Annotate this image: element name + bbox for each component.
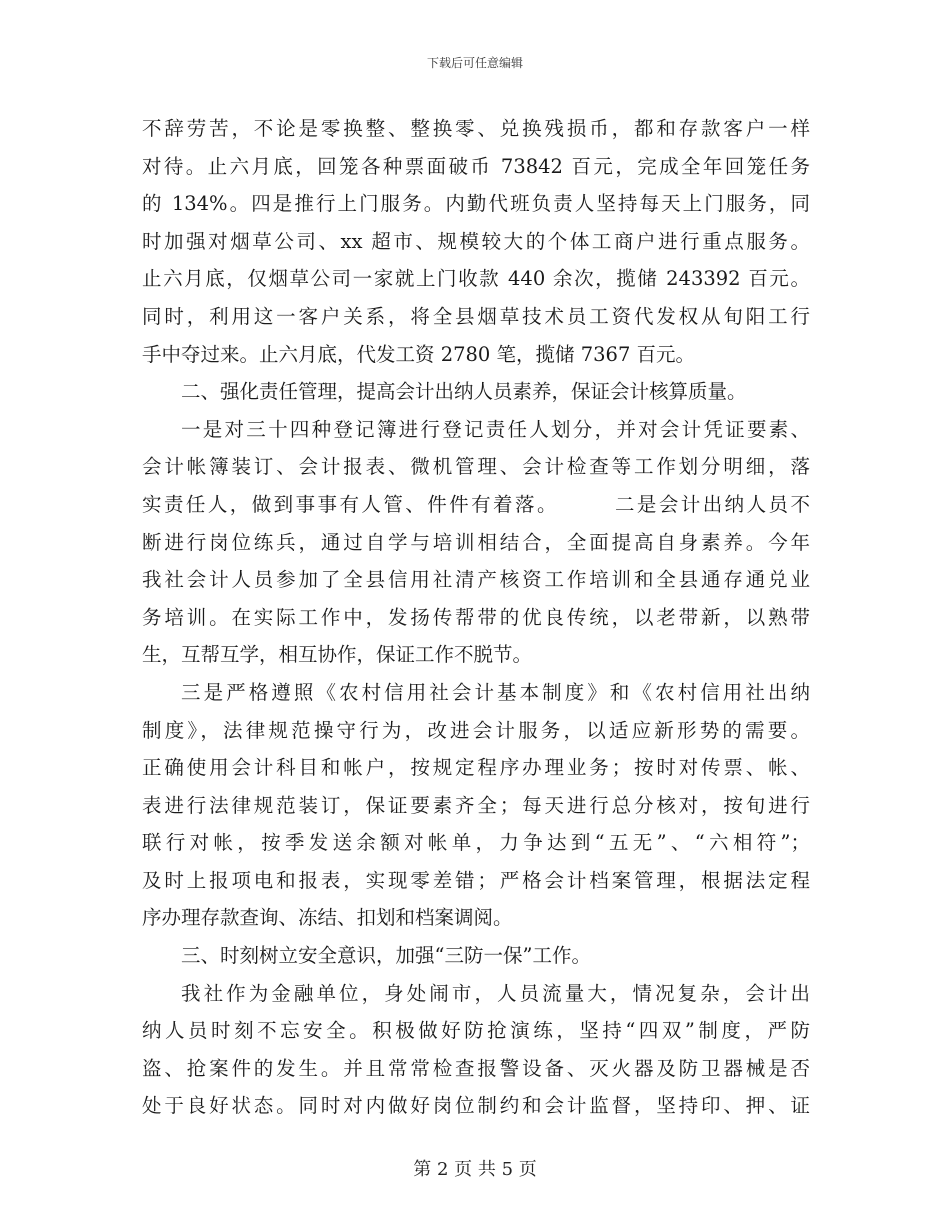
text-line: 制度》，法律规范操守行为，改进会计服务，以适应新形势的需要。	[142, 718, 810, 742]
text-line: 对待。止六月底，回笼各种票面破币 73842 百元，完成全年回笼任务	[142, 154, 810, 178]
text-line: 盗、抢案件的发生。并且常常检查报警设备、灭火器及防卫器械是否	[142, 1056, 810, 1080]
text-line: 止六月底，仅烟草公司一家就上门收款 440 余次，揽储 243392 百元。	[142, 267, 810, 291]
text-line: 纳人员时刻不忘安全。积极做好防抢演练，坚持“四双”制度，严防	[142, 1019, 810, 1043]
text-line: 务培训。在实际工作中，发扬传帮带的优良传统，以老带新，以熟带	[142, 605, 810, 629]
text-line: 序办理存款查询、冻结、扣划和档案调阅。	[142, 906, 513, 930]
text-line: 三、时刻树立安全意识，加强“三防一保”工作。	[181, 944, 591, 968]
text-line: 同时，利用这一客户关系，将全县烟草技术员工资代发权从旬阳工行	[142, 304, 810, 328]
page-header-note: 下载后可任意编辑	[426, 56, 523, 70]
text-line: 二、强化责任管理，提高会计出纳人员素养，保证会计核算质量。	[181, 380, 747, 404]
text-line: 会计帐簿装订、会计报表、微机管理、会计检查等工作划分明细，落	[142, 455, 810, 479]
text-line: 正确使用会计科目和帐户，按规定程序办理业务；按时对传票、帐、	[142, 756, 810, 780]
text-line: 实责任人，做到事事有人管、件件有着落。 二是会计出纳人员不	[142, 492, 810, 516]
text-line: 手中夺过来。止六月底，代发工资 2780 笔，揽储 7367 百元。	[142, 342, 696, 366]
text-line: 断进行岗位练兵，通过自学与培训相结合，全面提高自身素养。今年	[142, 530, 810, 554]
text-line: 三是严格遵照《农村信用社会计基本制度》和《农村信用社出纳	[181, 680, 810, 704]
document-body	[142, 110, 810, 1125]
text-line: 的 134%。四是推行上门服务。内勤代班负责人坚持每天上门服务，同	[142, 192, 810, 216]
text-line: 表进行法律规范装订，保证要素齐全；每天进行总分核对，按旬进行	[142, 793, 810, 817]
text-line: 及时上报项电和报表，实现零差错；严格会计档案管理，根据法定程	[142, 868, 810, 892]
text-line: 我社作为金融单位，身处闹市，人员流量大，情况复杂，会计出	[181, 981, 810, 1005]
page-number-footer: 第 2 页 共 5 页	[413, 1159, 537, 1180]
text-line: 不辞劳苦，不论是零换整、整换零、兑换残损币，都和存款客户一样	[142, 117, 810, 140]
text-line: 处于良好状态。同时对内做好岗位制约和会计监督，坚持印、押、证	[142, 1094, 810, 1118]
text-line: 一是对三十四种登记簿进行登记责任人划分，并对会计凭证要素、	[181, 417, 810, 441]
text-line: 生，互帮互学，相互协作，保证工作不脱节。	[142, 643, 533, 667]
text-line: 我社会计人员参加了全县信用社清产核资工作培训和全县通存通兑业	[142, 568, 810, 592]
text-line: 时加强对烟草公司、xx 超市、规模较大的个体工商户进行重点服务。	[142, 229, 810, 253]
text-line: 联行对帐，按季发送余额对帐单，力争达到“五无”、“六相符”；	[142, 831, 810, 855]
